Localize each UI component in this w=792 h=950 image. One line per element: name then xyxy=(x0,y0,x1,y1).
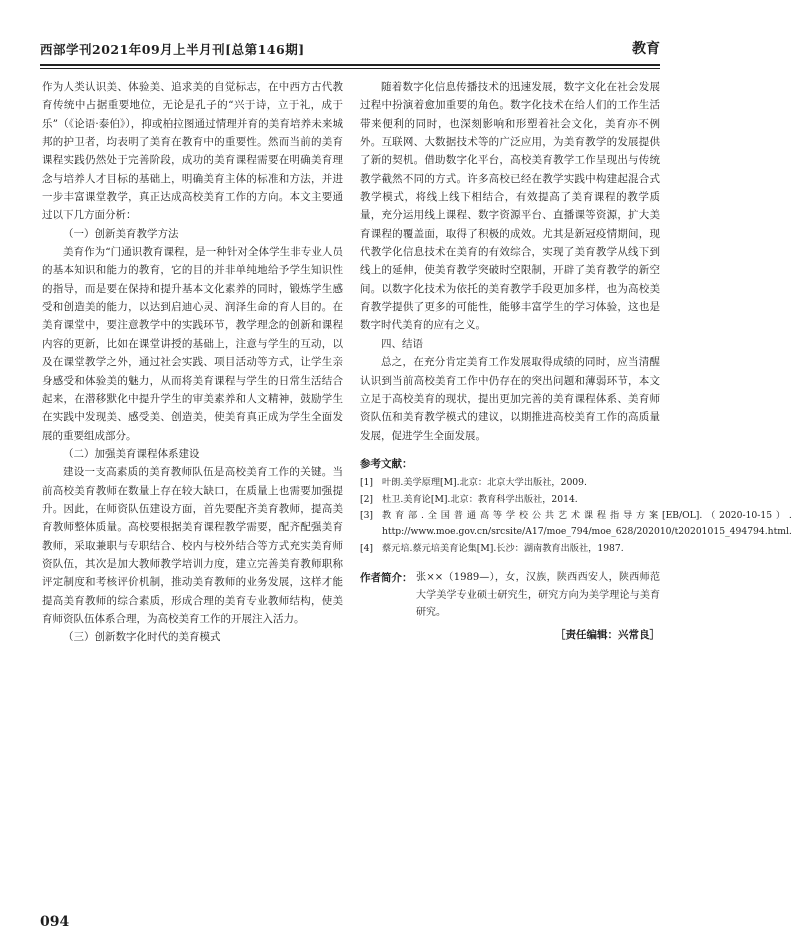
header-rule-thin xyxy=(40,68,660,69)
section-heading: （三）创新数字化时代的美育模式 xyxy=(63,631,221,644)
header-rule xyxy=(40,64,660,66)
reference-number: [2] xyxy=(360,493,374,505)
journal-title: 西部学刊2021年09月上半月刊[总第146期] xyxy=(40,42,305,57)
body-paragraph: 随着数字化信息传播技术的迅速发展，数字文化在社会发展过程中扮演着愈加重要的角色。数字化技术在给人们的工作生活带来便利的同时，也深刻影响和形塑着社会文化，美育亦不例外。互联网、大数据技术等的广泛应用，为美育教学的发展提供了新的契机。借助数字化平台，高校美育教学工作呈现出与传统教学截然不同的方式。许多高校已经在教学实践中构建起混合式教学模式，将线上线下相结合，有效提高了美育课程的教学质量，充分运用线上课程、数字资源平台、直播课等资源，扩大美育课程的覆盖面，取得了积极的成效。尤其是新冠疫情期间，现代教学化信息技术在美育的有效综合，实现了美育教学从线下到线上的延伸，使美育教学突破时空限制，开辟了美育教学的新空间。以数字化技术为依托的美育教学手段更加多样，也为高校美育教学提供了更多的可能性，能够丰富学生的学习体验，这也是数字时代美育的应有之义。 xyxy=(360,81,660,332)
references-title: 参考文献： xyxy=(360,457,413,470)
right-column xyxy=(360,78,792,644)
section-heading: 四、结语 xyxy=(381,337,423,350)
section-heading: （一）创新美育教学方法 xyxy=(63,227,179,240)
reference-item xyxy=(360,508,792,541)
author-bio xyxy=(360,569,660,622)
section-title: 教育 xyxy=(632,41,660,57)
reference-text: 叶朗.美学原理[M].北京：北京大学出版社，2009. xyxy=(382,477,587,489)
references-list xyxy=(360,475,792,557)
section-heading: （二）加强美育课程体系建设 xyxy=(63,447,200,460)
body-paragraph: 美育作为“门通识教育课程，是一种针对全体学生非专业人员的基本知识和能力的教育，它的目的并非单纯地给予学生知识性的指导，而是要在保持和提升基本文化素养的同时，锻炼学生感受和创造美的能力，以达到启迪心灵、润泽生命的育人目的。在美育课堂中，要注意教学中的实践环节，教学理念的创新和课程内容的更新，比如在课堂讲授的基础上，注意与学生的互动，以及在课堂教学之外，通过社会实践、项目活动等方式，让学生亲身感受和体验美的魅力，从而将美育课程与学生的日常生活结合起来，在潜移默化中提升学生的审美素养和人文精神，鼓励学生在实践中发现美、感受美、创造美，使美育真正成为学生全面发展的重要组成部分。 xyxy=(42,246,343,442)
responsible-editor: ［责任编辑：兴常良］ xyxy=(555,628,660,641)
body-paragraph: 建设一支高素质的美育教师队伍是高校美育工作的关键。当前高校美育教师在数量上存在较大缺口，在质量上也需要加强提升。因此，在师资队伍建设方面，首先要配齐美育教师，提高美育教师整体质量。高校要根据美育课程教学需要，配齐配强美育教师，采取兼职与专职结合、校内与校外结合等方式充实美育师资队伍，其次是加大教师教学培训力度，建立完善美育教师职称评定制度和考核评价机制，推动美育教师的业务发展，这样才能提高美育教师的综合素质，形成合理的美育专业教师结构，使美育师资队伍体系合理，为高校美育工作的开展注入活力。 xyxy=(42,466,343,625)
author-text: 张××（1989—），女，汉族，陕西西安人，陕西师范大学美学专业硕士研究生，研究方向为美学理论与美育研究。 xyxy=(416,572,660,619)
body-paragraph: 作为人类认识美、体验美、追求美的自觉标志，在中西方古代教育传统中占据重要地位，无论是孔子的“兴于诗，立于礼，成于乐”（《论语·泰伯》），抑或柏拉图通过情理并育的美育培养未来城邦的护卫者，均表明了美育在教育中的重要性。然而当前的美育课程实践仍然处于完善阶段，成功的美育课程需要在明确美育理念与培养人才目标的基础上，明确美育主体的标准和方法，并进一步丰富课堂教学，真正达成高校美育工作的方向。本文主要通过以下几方面分析： xyxy=(42,81,343,222)
reference-number: [3] xyxy=(360,510,374,522)
left-column xyxy=(42,78,343,647)
author-label: 作者简介： xyxy=(360,572,413,585)
running-header xyxy=(40,38,660,62)
reference-number: [1] xyxy=(360,477,374,489)
reference-item xyxy=(360,475,660,491)
body-paragraph: 总之，在充分肯定美育工作发展取得成绩的同时，应当清醒认识到当前高校美育工作中仍存在的突出问题和薄弱环节，本文立足于高校美育的现状，提出更加完善的美育课程体系、美育师资队伍和美育教学模式的建议，以期推进高校美育工作的高质量发展，促进学生全面发展。 xyxy=(360,356,660,442)
reference-item xyxy=(360,492,660,508)
reference-text: 教育部.全国普通高等学校公共艺术课程指导方案[EB/OL].（2020-10-15）. http://www.moe.gov.cn/srcsite/A17/moe_794/moe_628/202010/t20201015_494794.html. xyxy=(382,510,792,538)
reference-number: [4] xyxy=(360,542,374,554)
reference-text: 蔡元培.蔡元培美育论集[M].长沙：湖南教育出版社，1987. xyxy=(382,542,624,554)
reference-item xyxy=(360,541,660,557)
reference-text: 杜卫.美育论[M].北京：教育科学出版社，2014. xyxy=(382,493,578,505)
page-number: 094 xyxy=(40,914,70,930)
